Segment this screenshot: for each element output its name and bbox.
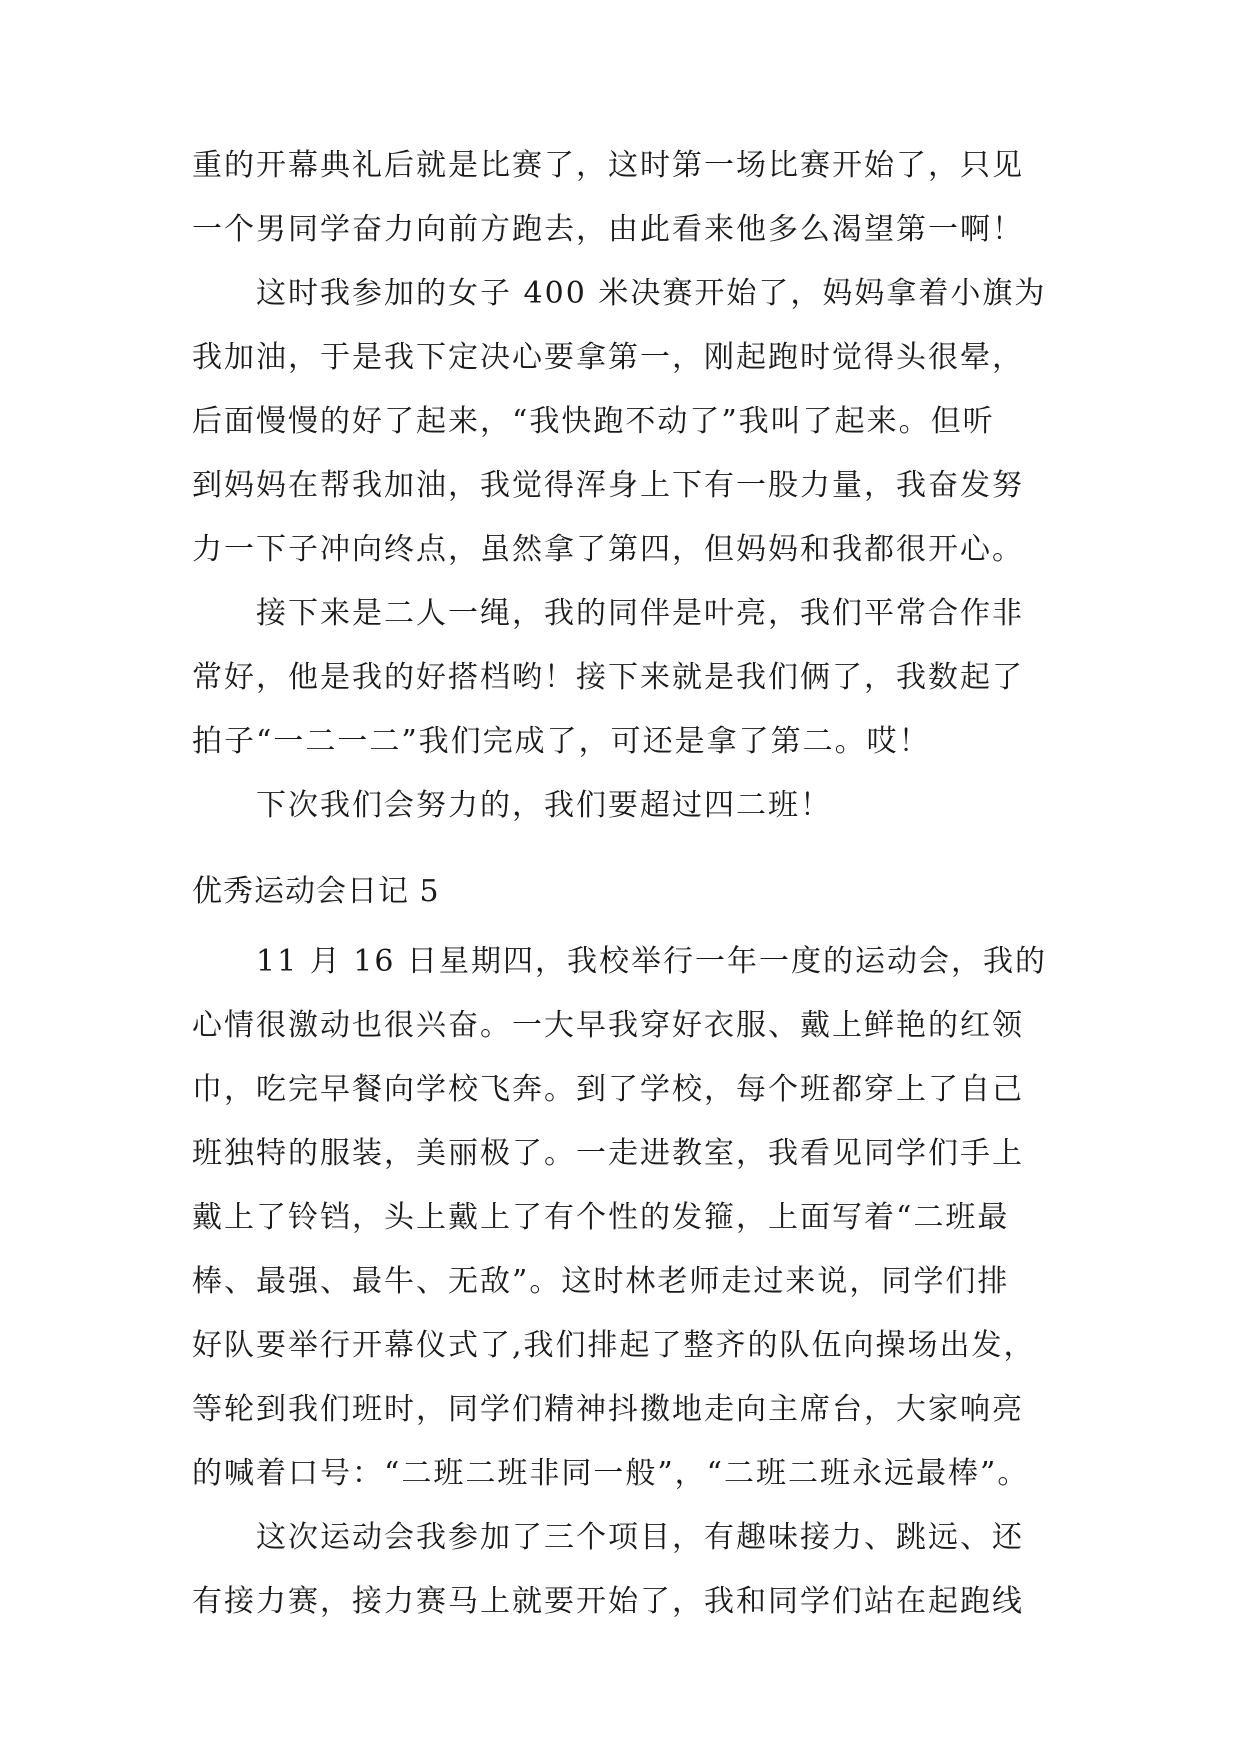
paragraph-line: 心情很激动也很兴奋。一大早我穿好衣服、戴上鲜艳的红领 [192,1008,1024,1043]
diary-heading-block [192,860,1072,924]
paragraph-line: 有接力赛，接力赛马上就要开始了，我和同学们站在起跑线 [192,1584,1024,1619]
paragraph-line: 班独特的服装，美丽极了。一走进教室，我看见同学们手上 [192,1136,1024,1171]
paragraph-line: 这次运动会我参加了三个项目，有趣味接力、跳远、还 [256,1520,1024,1555]
paragraph-line: 接下来是二人一绳，我的同伴是叶亮，我们平常合作非 [256,596,1024,631]
paragraph-line: 好队要举行开幕仪式了,我们排起了整齐的队伍向操场出发， [192,1328,1036,1363]
paragraph-line: 巾，吃完早餐向学校飞奔。到了学校，每个班都穿上了自己 [192,1072,1024,1107]
paragraph-line: 这时我参加的女子 400 米决赛开始了，妈妈拿着小旗为 [256,276,1047,311]
diary-section-5 [192,930,1072,1634]
diary-section-previous [192,134,1072,838]
paragraph-line: 一个男同学奋力向前方跑去，由此看来他多么渴望第一啊！ [192,212,1024,247]
paragraph-line: 我加油，于是我下定决心要拿第一，刚起跑时觉得头很晕， [192,340,1024,375]
paragraph-line: 11 月 16 日星期四，我校举行一年一度的运动会，我的 [256,944,1047,979]
paragraph-line: 下次我们会努力的，我们要超过四二班！ [256,788,832,823]
paragraph-line: 力一下子冲向终点，虽然拿了第四，但妈妈和我都很开心。 [192,532,1024,567]
paragraph-line: 到妈妈在帮我加油，我觉得浑身上下有一股力量，我奋发努 [192,468,1024,503]
paragraph-line: 的喊着口号：“二班二班非同一般”，“二班二班永远最棒”。 [192,1456,1030,1491]
paragraph-line: 等轮到我们班时，同学们精神抖擞地走向主席台，大家响亮 [192,1392,1024,1427]
paragraph-line: 棒、最强、最牛、无敌”。这时林老师走过来说，同学们排 [192,1264,1010,1299]
paragraph-line: 后面慢慢的好了起来，“我快跑不动了”我叫了起来。但听 [192,404,995,439]
paragraph-line: 拍子“一二一二”我们完成了，可还是拿了第二。哎！ [192,724,931,759]
paragraph-line: 重的开幕典礼后就是比赛了，这时第一场比赛开始了，只见 [192,148,1024,183]
paragraph-line: 常好，他是我的好搭档哟！接下来就是我们俩了，我数起了 [192,660,1024,695]
paragraph-line: 戴上了铃铛，头上戴上了有个性的发箍，上面写着“二班最 [192,1200,1010,1235]
section-title: 优秀运动会日记 5 [192,874,440,909]
